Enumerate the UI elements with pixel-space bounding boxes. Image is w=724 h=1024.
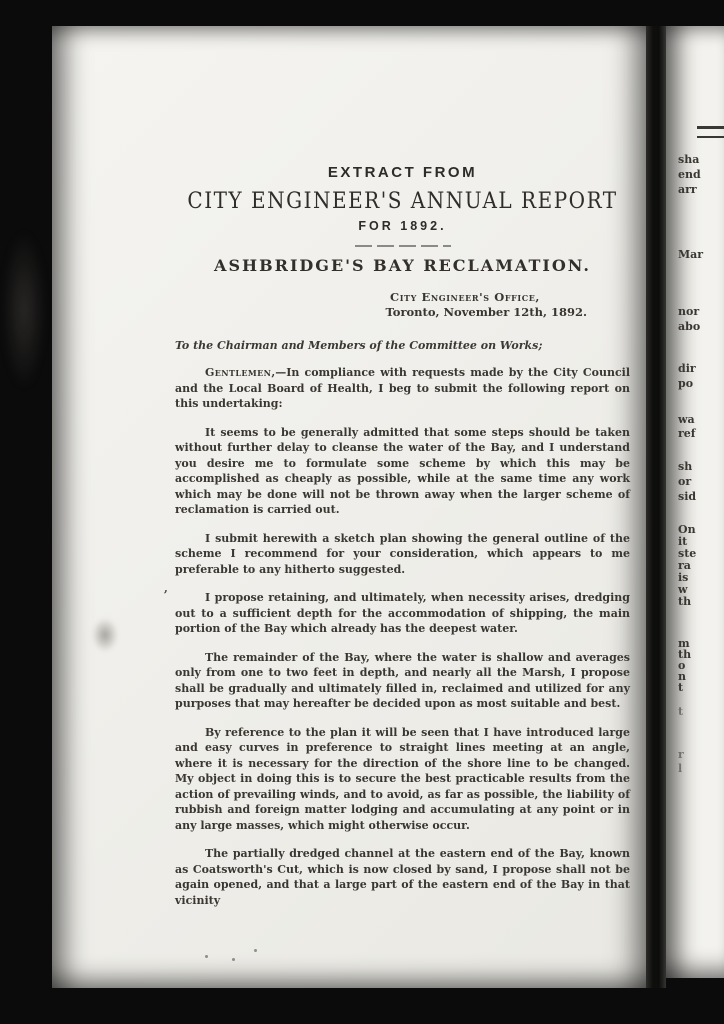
clipped-text-fragment: On (678, 523, 696, 536)
scan-speck (205, 955, 208, 958)
clipped-text-fragment: ste (678, 547, 697, 560)
clipped-text-fragment: r (678, 748, 684, 761)
body-paragraph: I propose retaining, and ultimately, when necessity arises, dredging out to a sufficient depth for the accommodation of shipping, the main portion of the Bay which already has the deepest water. (175, 591, 630, 635)
clipped-text-fragment: is (678, 571, 689, 584)
dateline: Toronto, November 12th, 1892. (385, 305, 587, 319)
double-rule (697, 126, 724, 138)
opening-lead-word: Gentlemen (205, 366, 272, 379)
clipped-text-fragment: o (678, 659, 686, 672)
body-paragraph: The remainder of the Bay, where the water is shallow and averages only from one to two feet in depth, and nearly all the Marsh, I propose shall be gradually and ultimately filled in, reclaimed and utilized for any purposes that may hereafter be decided upon as most suitable and best. (175, 650, 630, 710)
clipped-text-fragment: sid (678, 490, 697, 503)
clipped-text-fragment: dir (678, 362, 696, 375)
clipped-text-fragment: wa (678, 413, 695, 426)
clipped-text-fragment: arr (678, 183, 697, 196)
body-paragraph: By reference to the plan it will be seen that I have introduced large and easy curves in preference to straight lines meeting at an angle, where it is necessary for the direction of the shore line to be changed. My object in doing this is to secure the best practicable results from the action of prevailing winds, and to avoid, as far as possible, the liability of rubbish and foreign matter lodging and accumulating at any point or in any large masses, which might otherwise occur. (175, 725, 630, 832)
next-page-sliver (666, 26, 724, 978)
salutation: To the Chairman and Members of the Committee on Works; (175, 339, 543, 352)
clipped-text-fragment: or (678, 475, 692, 488)
title-divider-rule (355, 245, 451, 247)
document-page (52, 26, 648, 988)
clipped-text-fragment: t (678, 681, 684, 694)
clipped-text-fragment: n (678, 670, 686, 683)
clipped-text-fragment: l (678, 762, 683, 775)
book-gutter (646, 26, 666, 988)
body-paragraph: The partially dredged channel at the eastern end of the Bay, known as Coatsworth's Cut, which is now closed by sand, I propose shall not be again opened, and that a large part of the eastern end of the Bay in that vicinity (175, 847, 630, 907)
clipped-text-fragment: t (678, 705, 684, 718)
stray-ink-mark: , (164, 582, 168, 595)
clipped-text-fragment: ra (678, 559, 691, 572)
clipped-text-fragment: m (678, 637, 690, 650)
report-title: CITY ENGINEER'S ANNUAL REPORT (187, 186, 618, 214)
clipped-text-fragment: po (678, 377, 694, 390)
opening-paragraph-text: ,—In compliance with requests made by the City Council and the Local Board of Health, I beg to submit the following report on this undertaking: (175, 366, 630, 410)
page-content (175, 26, 630, 908)
clipped-text-fragment: w (678, 583, 688, 596)
section-title: ASHBRIDGE'S BAY RECLAMATION. (214, 256, 591, 275)
clipped-text-fragment: ref (678, 427, 696, 440)
clipped-text-fragment: end (678, 168, 701, 181)
report-year: FOR 1892. (358, 219, 447, 233)
clipped-text-fragment: sha (678, 153, 700, 166)
scan-speck (232, 958, 235, 961)
clipped-text-fragment: abo (678, 320, 701, 333)
scan-speck (254, 949, 257, 952)
body-paragraph: I submit herewith a sketch plan showing the general outline of the scheme I recommend for your consideration, which appears to me preferable to any hitherto suggested. (175, 531, 630, 576)
margin-smudge (92, 618, 118, 652)
clipped-text-fragment: th (678, 595, 692, 608)
clipped-text-fragment: th (678, 648, 692, 661)
office-line: City Engineer's Office, (389, 290, 540, 304)
clipped-text-fragment: sh (678, 460, 693, 473)
extract-kicker: EXTRACT FROM (327, 164, 478, 181)
clipped-text-fragment: nor (678, 305, 700, 318)
scan-border-smudge (2, 230, 46, 390)
opening-paragraph (175, 365, 630, 412)
clipped-text-fragment: Mar (678, 248, 704, 261)
body-paragraph: It seems to be generally admitted that some steps should be taken without further delay to cleanse the water of the Bay, and I understand you desire me to formulate some scheme by which this may be accomplished as cheaply as possible, while at the same time any work which may be done will not be thrown away when the larger scheme of reclamation is carried out. (175, 425, 630, 516)
clipped-text-fragment: it (678, 535, 688, 548)
address-block (175, 290, 630, 319)
